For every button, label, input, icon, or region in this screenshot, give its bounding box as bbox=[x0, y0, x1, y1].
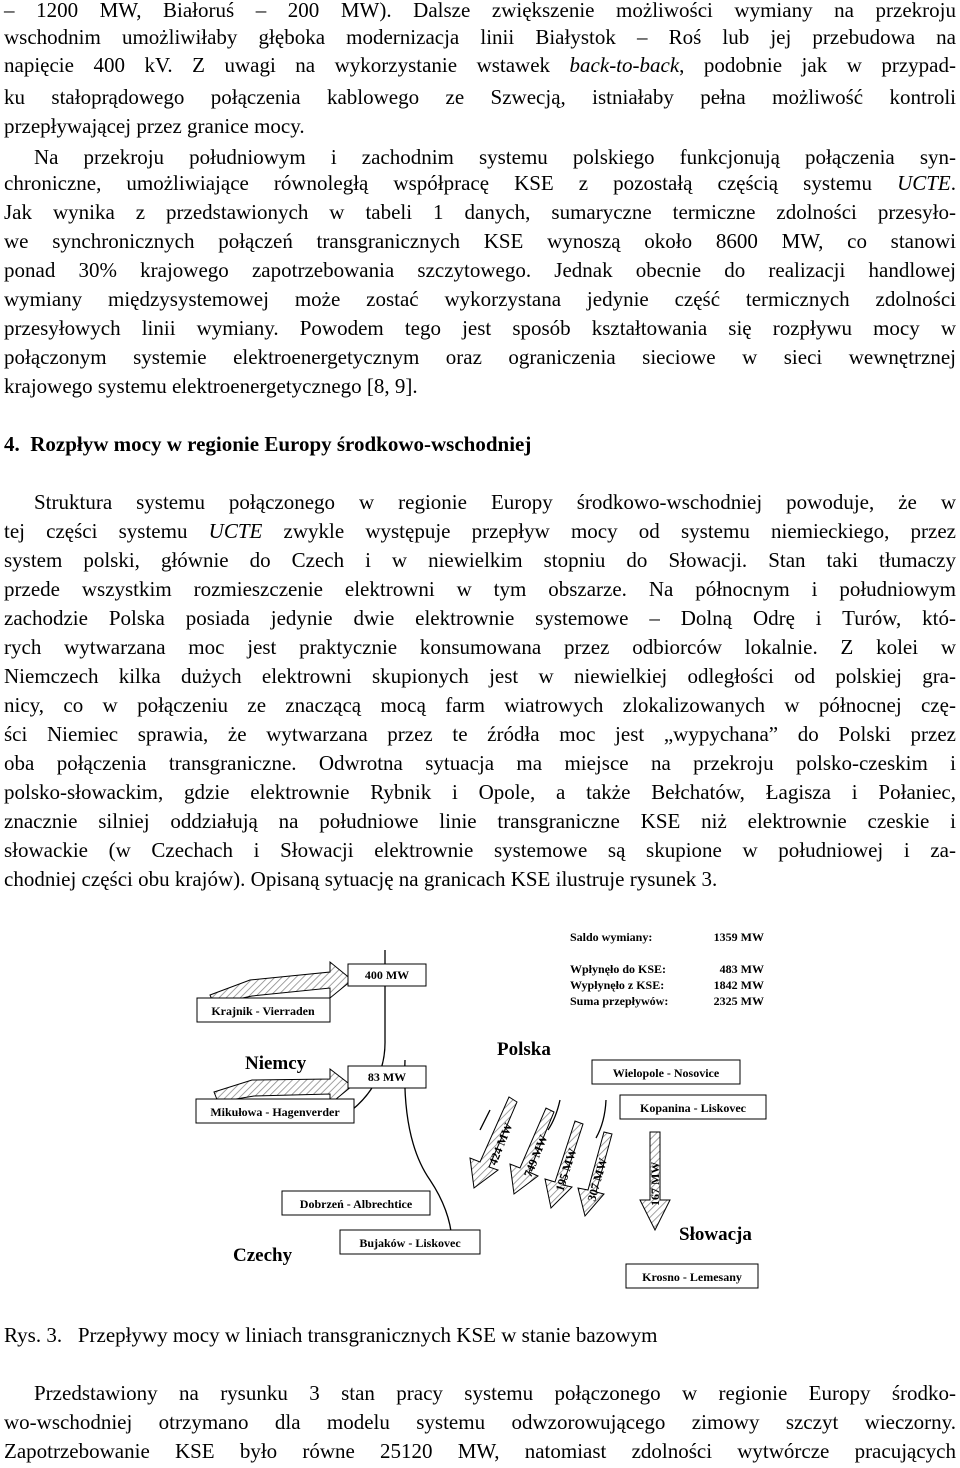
country-slovakia: Słowacja bbox=[679, 1224, 752, 1245]
text-line: nicy, co w połączeniu ze znaczącą mocą farm wiatrowych zlokalizowanych w północnej czę- bbox=[4, 693, 956, 717]
section-heading bbox=[4, 431, 956, 457]
text-line: napięcie 400 kV. Z uwagi na wykorzystanie wstawek back-to-back, podobnie jak w przypad- bbox=[4, 53, 956, 77]
flow-label-krajnik bbox=[348, 964, 426, 986]
text-line: we synchronicznych połączeń transgranicznych KSE wynoszą około 8600 MW, co stanowi bbox=[4, 229, 956, 253]
flow-label-3: 195 MW bbox=[552, 1146, 580, 1193]
text-line: Jak wynika z przedstawionych w tabeli 1 danych, sumaryczne termiczne zdolności przesyło- bbox=[4, 200, 956, 224]
saldo-label: Saldo wymiany: bbox=[570, 930, 653, 944]
text-line: chodniej części obu krajów). Opisaną sytuację na granicach KSE ilustruje rysunek 3. bbox=[4, 867, 718, 891]
text-line: ponad 30% krajowego zapotrzebowania szczytowego. Jednak obecnie do realizacji handlowej bbox=[4, 258, 956, 282]
section-title: Rozpływ mocy w regionie Europy środkowo-wschodniej bbox=[30, 432, 532, 456]
text-line: słowackie (w Czechach i Słowacji elektrownie systemowe są skupione w południowej i za- bbox=[4, 838, 956, 862]
text-line: oba połączenia transgraniczne. Odwrotna sytuacja ma miejsce na przekroju polsko-czeskim i bbox=[4, 751, 956, 775]
text-line: polsko-słowackim, gdzie elektrownie Rybnik i Opole, a także Bełchatów, Łagisza i Połaniec, bbox=[4, 780, 956, 804]
flow-label-4: 307 MW bbox=[584, 1156, 611, 1203]
text-line: Niemczech kilka dużych elektrowni skupionych jest w niewielkiej odległości od polskiej gra- bbox=[4, 664, 956, 688]
svg-text:400 MW: 400 MW bbox=[364, 968, 410, 982]
inflow-value: 483 MW bbox=[719, 962, 764, 976]
text-line: połączonym systemie elektroenergetycznym oraz ograniczenia sieciowe w sieci wewnętrznej bbox=[4, 345, 956, 369]
flow-label-2: 749 MW bbox=[520, 1132, 551, 1180]
box-mikulowa bbox=[196, 1099, 354, 1123]
power-flow-diagram bbox=[0, 916, 960, 1306]
box-krajnik bbox=[197, 998, 330, 1022]
text-line: znacznie silniej oddziałują na południowe linie transgraniczne KSE niż elektrownie czeskie i bbox=[4, 809, 956, 833]
outflow-value: 1842 MW bbox=[713, 978, 764, 992]
saldo-value: 1359 MW bbox=[713, 930, 764, 944]
inflow-label: Wpłynęło do KSE: bbox=[570, 962, 667, 976]
text-line: Zapotrzebowanie KSE było równe 25120 MW, natomiast zdolności wytwórcze pracujących bbox=[4, 1439, 956, 1463]
sum-value: 2325 MW bbox=[713, 994, 764, 1008]
text-line: przede wszystkim rozmieszczenie elektrowni w tym obszarze. Na północnym i południowym bbox=[4, 577, 956, 601]
text-line: zachodzie Polska posiada jedynie dwie elektrownie systemowe – Dolną Odrę i Turów, któ- bbox=[4, 606, 956, 630]
exchange-summary bbox=[570, 930, 764, 1008]
svg-text:83 MW: 83 MW bbox=[367, 1070, 407, 1084]
svg-text:Krosno - Lemesany: Krosno - Lemesany bbox=[642, 1270, 742, 1284]
text-line: tej części systemu UCTE zwykle występuje przepływ mocy od systemu niemieckiego, przez bbox=[4, 519, 956, 543]
text-line: przepływającej przez granice mocy. bbox=[4, 114, 305, 138]
box-kopanina bbox=[620, 1095, 766, 1119]
svg-text:Mikułowa - Hagenverder: Mikułowa - Hagenverder bbox=[210, 1105, 340, 1119]
box-wielopole bbox=[592, 1060, 740, 1084]
text-line: ku stałoprądowego połączenia kablowego ze Szwecją, istniałaby pełna możliwość kontroli bbox=[4, 85, 956, 109]
sum-label: Suma przepływów: bbox=[570, 994, 669, 1008]
text-line: rych wytwarzana moc jest praktycznie konsumowana przez odbiorców lokalnie. Z kolei w bbox=[4, 635, 956, 659]
outflow-label: Wypłynęło z KSE: bbox=[570, 978, 665, 992]
text-line: – 1200 MW, Białoruś – 200 MW). Dalsze zwiększenie możliwości wymiany na przekroju bbox=[4, 0, 956, 22]
flow-label-1: 424 MW bbox=[485, 1120, 516, 1168]
svg-text:Bujaków - Liskovec: Bujaków - Liskovec bbox=[359, 1236, 461, 1250]
figure-caption bbox=[4, 1322, 956, 1348]
text-line: wo-wschodniej otrzymano dla modelu systemu odwzorowującego zimowy szczyt wieczorny. bbox=[4, 1410, 956, 1434]
line-stub-1 bbox=[480, 1110, 490, 1130]
svg-text:Krajnik - Vierraden: Krajnik - Vierraden bbox=[211, 1004, 315, 1018]
text-line: Przedstawiony na rysunku 3 stan pracy systemu połączonego w regionie Europy środko- bbox=[34, 1381, 956, 1405]
flow-label-mikulowa bbox=[348, 1066, 426, 1088]
svg-text:Wielopole - Nosovice: Wielopole - Nosovice bbox=[612, 1066, 720, 1080]
text-line: system polski, głównie do Czech i w niewielkim stopniu do Słowacji. Stan taki tłumaczy bbox=[4, 548, 956, 572]
text-line: Struktura systemu połączonego w regionie Europy środkowo-wschodniej powoduje, że w bbox=[34, 490, 956, 514]
box-bujakow bbox=[340, 1230, 480, 1254]
text-line: krajowego systemu elektroenergetycznego [8, 9]. bbox=[4, 374, 418, 398]
country-czechia: Czechy bbox=[233, 1245, 293, 1266]
country-poland: Polska bbox=[497, 1039, 551, 1060]
text-line: Na przekroju południowym i zachodnim systemu polskiego funkcjonują połączenia syn- bbox=[34, 145, 956, 169]
caption-label: Rys. 3. bbox=[4, 1323, 63, 1347]
text-line: ści Niemiec sprawia, że wytwarzana przez te źródła moc jest „wypychana” do Polski przez bbox=[4, 722, 956, 746]
text-line: wschodnim umożliwiłaby głęboka modernizacja linii Białystok – Roś lub jej przebudowa na bbox=[4, 25, 956, 49]
text-line: wymiany międzysystemowej może zostać wykorzystana jedynie część termicznych zdolności bbox=[4, 287, 956, 311]
section-number: 4. bbox=[4, 432, 20, 456]
svg-text:Kopanina - Liskovec: Kopanina - Liskovec bbox=[639, 1101, 747, 1115]
text-line: chroniczne, umożliwiające równoległą współpracę KSE z pozostałą częścią systemu UCTE. bbox=[4, 171, 956, 195]
caption-text: Przepływy mocy w liniach transgranicznych KSE w stanie bazowym bbox=[77, 1323, 658, 1347]
svg-text:Dobrzeń - Albrechtice: Dobrzeń - Albrechtice bbox=[299, 1197, 413, 1211]
country-germany: Niemcy bbox=[245, 1053, 307, 1074]
flow-label-5: 167 MW bbox=[648, 1161, 662, 1206]
box-dobrzen bbox=[282, 1191, 430, 1215]
box-krosno bbox=[626, 1264, 758, 1288]
text-line: przesyłowych linii wymiany. Powodem tego jest sposób kształtowania się rozpływu mocy w bbox=[4, 316, 956, 340]
